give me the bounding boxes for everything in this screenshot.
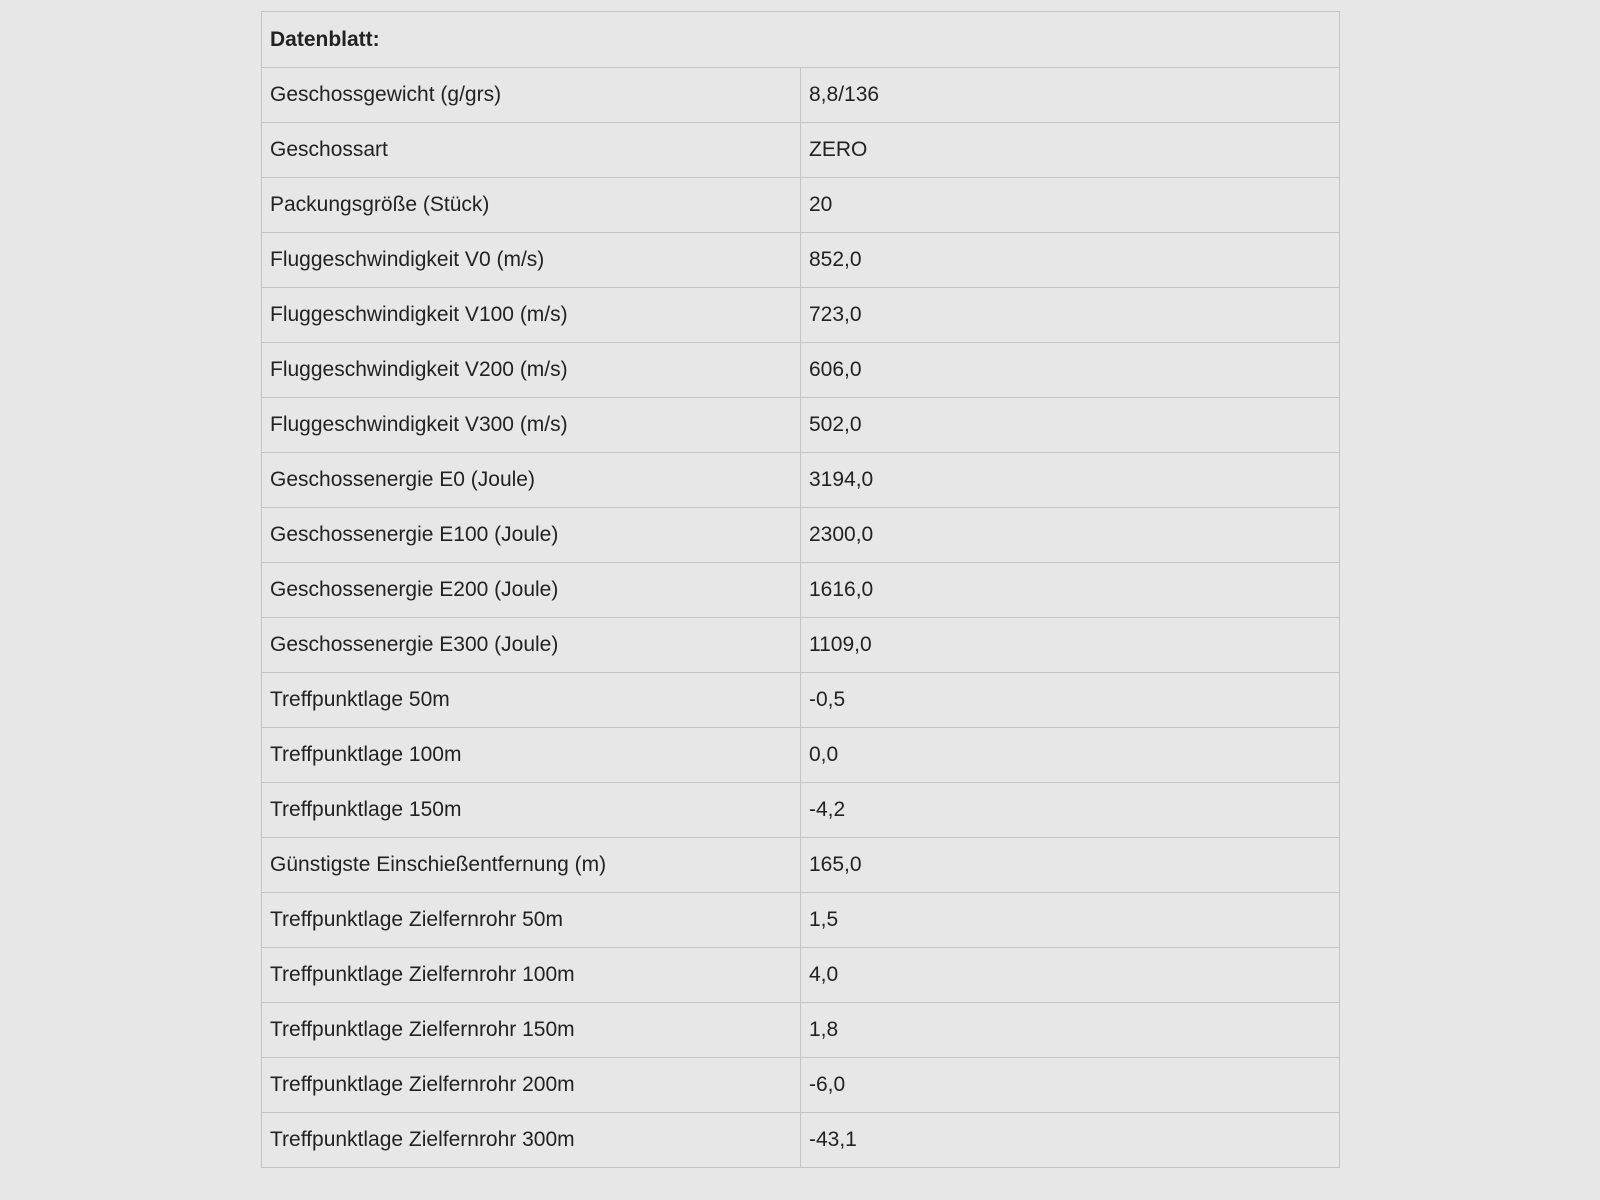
row-label: Treffpunktlage 100m [262,728,801,783]
row-label: Günstigste Einschießentfernung (m) [262,838,801,893]
table-row [262,288,1340,343]
table-row [262,618,1340,673]
row-value: 20 [801,178,1340,233]
row-label: Treffpunktlage 150m [262,783,801,838]
row-value: -6,0 [801,1058,1340,1113]
table-row [262,123,1340,178]
row-label: Geschossgewicht (g/grs) [262,68,801,123]
row-value: -43,1 [801,1113,1340,1168]
table-row [262,1003,1340,1058]
row-value: 4,0 [801,948,1340,1003]
row-label: Treffpunktlage Zielfernrohr 300m [262,1113,801,1168]
row-label: Packungsgröße (Stück) [262,178,801,233]
row-label: Geschossenergie E200 (Joule) [262,563,801,618]
row-label: Treffpunktlage 50m [262,673,801,728]
row-value: 1,5 [801,893,1340,948]
row-label: Fluggeschwindigkeit V200 (m/s) [262,343,801,398]
row-label: Geschossenergie E100 (Joule) [262,508,801,563]
table-row [262,68,1340,123]
table-row [262,233,1340,288]
row-value: 8,8/136 [801,68,1340,123]
datasheet-table [261,11,1340,1168]
table-row [262,453,1340,508]
table-row [262,728,1340,783]
row-label: Treffpunktlage Zielfernrohr 50m [262,893,801,948]
row-label: Geschossenergie E300 (Joule) [262,618,801,673]
row-label: Treffpunktlage Zielfernrohr 200m [262,1058,801,1113]
row-value: 2300,0 [801,508,1340,563]
row-value: 1,8 [801,1003,1340,1058]
table-row [262,1058,1340,1113]
row-value: 502,0 [801,398,1340,453]
row-value: 165,0 [801,838,1340,893]
table-row [262,563,1340,618]
table-header-row [262,12,1340,68]
row-value: 852,0 [801,233,1340,288]
table-row [262,343,1340,398]
row-value: 606,0 [801,343,1340,398]
row-value: 1616,0 [801,563,1340,618]
table-row [262,783,1340,838]
row-value: -4,2 [801,783,1340,838]
table-row [262,508,1340,563]
row-label: Fluggeschwindigkeit V300 (m/s) [262,398,801,453]
row-label: Geschossenergie E0 (Joule) [262,453,801,508]
row-label: Fluggeschwindigkeit V0 (m/s) [262,233,801,288]
row-value: 723,0 [801,288,1340,343]
row-label: Treffpunktlage Zielfernrohr 100m [262,948,801,1003]
row-value: 0,0 [801,728,1340,783]
row-value: -0,5 [801,673,1340,728]
table-row [262,673,1340,728]
row-value: 1109,0 [801,618,1340,673]
table-row [262,398,1340,453]
table-row [262,178,1340,233]
row-label: Fluggeschwindigkeit V100 (m/s) [262,288,801,343]
row-value: 3194,0 [801,453,1340,508]
table-row [262,1113,1340,1168]
row-value: ZERO [801,123,1340,178]
table-title: Datenblatt: [262,12,1340,68]
table-body [262,68,1340,1168]
table-row [262,838,1340,893]
table-row [262,948,1340,1003]
row-label: Treffpunktlage Zielfernrohr 150m [262,1003,801,1058]
row-label: Geschossart [262,123,801,178]
table-row [262,893,1340,948]
